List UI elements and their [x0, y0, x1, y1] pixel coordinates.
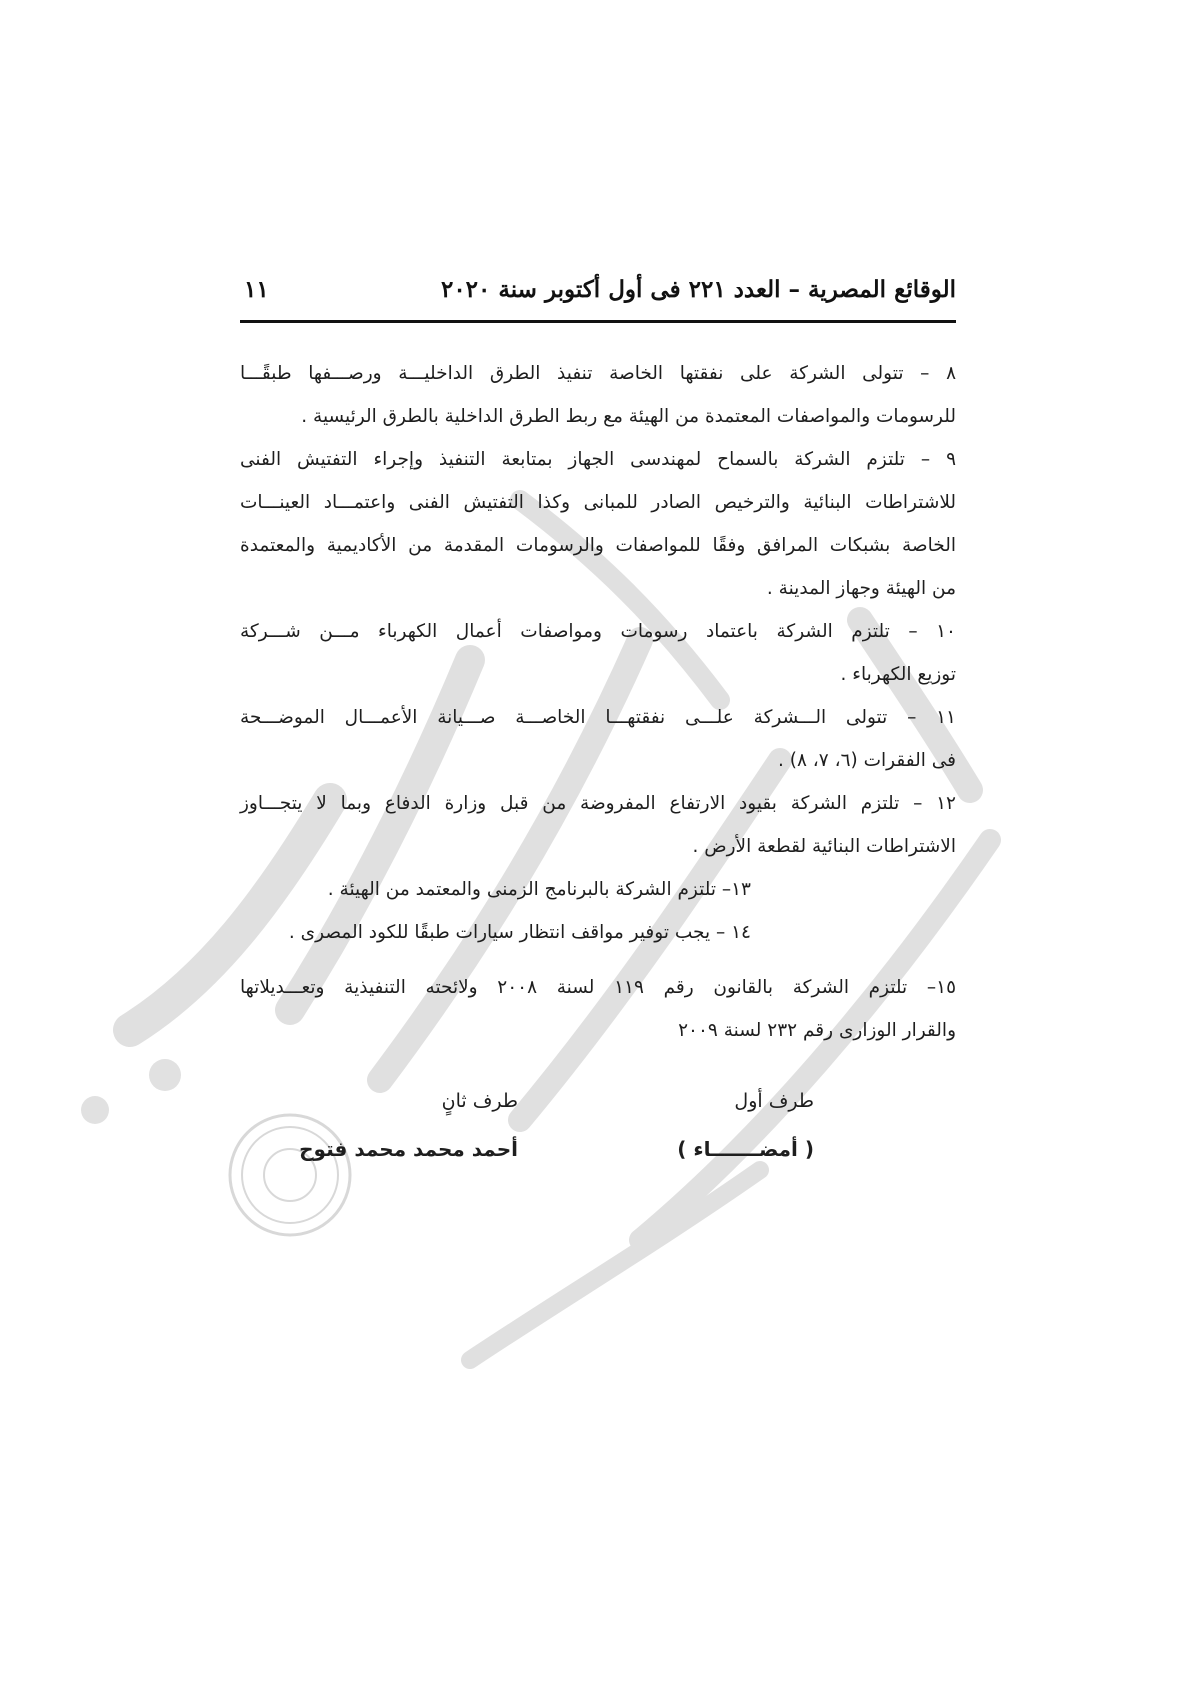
clause-8-line-2: للرسومات والمواصفات المعتمدة من الهيئة مع ربط الطرق الداخلية بالطرق الرئيسية . — [301, 406, 956, 427]
clause-15-line-1: ١٥– تلتزم الشركة بالقانون رقم ١١٩ لسنة ٢٠٠٨ ولائحته التنفيذية وتعـــديلاتها — [240, 977, 957, 998]
page-number: ١١ — [244, 275, 269, 303]
clause-13: ١٣– تلتزم الشركة بالبرنامج الزمنى والمعتمد من الهيئة . — [327, 879, 751, 900]
first-party-signature: ( أمضـــــــاء ) — [677, 1137, 814, 1161]
clause-9-line-3: الخاصة بشبكات المرافق وفقًا للمواصفات والرسومات المقدمة من الأكاديمية والمعتمدة — [240, 535, 956, 556]
clause-14: ١٤ – يجب توفير مواقف انتظار سيارات طبقًا للكود المصرى . — [288, 922, 751, 943]
clause-12-line-1: ١٢ – تلتزم الشركة بقيود الارتفاع المفروضة من قبل وزارة الدفاع وبما لا يتجـــاوز — [240, 793, 956, 814]
clause-12-line-2: الاشتراطات البنائية لقطعة الأرض . — [692, 836, 956, 857]
clause-9-line-2: للاشتراطات البنائية والترخيص الصادر للمبانى وكذا التفتيش الفنى واعتمـــاد العينـــات — [240, 492, 956, 513]
first-party-label: طرف أول — [734, 1090, 814, 1112]
clause-10-line-2: توزيع الكهرباء . — [840, 664, 956, 685]
clause-11-line-1: ١١ – تتولى الـــشركة علـــى نفقتهـــا الخاصـــة صـــيانة الأعمـــال الموضـــحة — [240, 707, 956, 728]
document-body — [240, 352, 956, 1052]
clause-10-line-1: ١٠ – تلتزم الشركة باعتماد رسومات ومواصفات أعمال الكهرباء مـــن شـــركة — [240, 621, 956, 642]
clause-9-line-1: ٩ – تلتزم الشركة بالسماح لمهندسى الجهاز بمتابعة التنفيذ وإجراء التفتيش الفنى — [240, 449, 956, 470]
signature-names — [240, 1137, 956, 1173]
clause-9-line-4: من الهيئة وجهاز المدينة . — [766, 578, 956, 599]
second-party-label: طرف ثانٍ — [441, 1090, 518, 1112]
signature-labels — [240, 1090, 956, 1126]
clause-11-line-2: فى الفقرات (٦، ٧، ٨) . — [777, 750, 956, 771]
page-header — [240, 268, 956, 310]
clause-15-line-2: والقرار الوزارى رقم ٢٣٢ لسنة ٢٠٠٩ — [678, 1020, 956, 1041]
second-party-signature: أحمد محمد محمد فتوح — [299, 1137, 518, 1161]
gazette-title: الوقائع المصرية – العدد ٢٢١ فى أول أكتوبر سنة ٢٠٢٠ — [440, 275, 956, 303]
clause-spacer — [240, 954, 956, 966]
header-divider — [240, 320, 956, 323]
clause-8-line-1: ٨ – تتولى الشركة على نفقتها الخاصة تنفيذ الطرق الداخليـــة ورصـــفها طبقًـــا — [240, 363, 956, 384]
